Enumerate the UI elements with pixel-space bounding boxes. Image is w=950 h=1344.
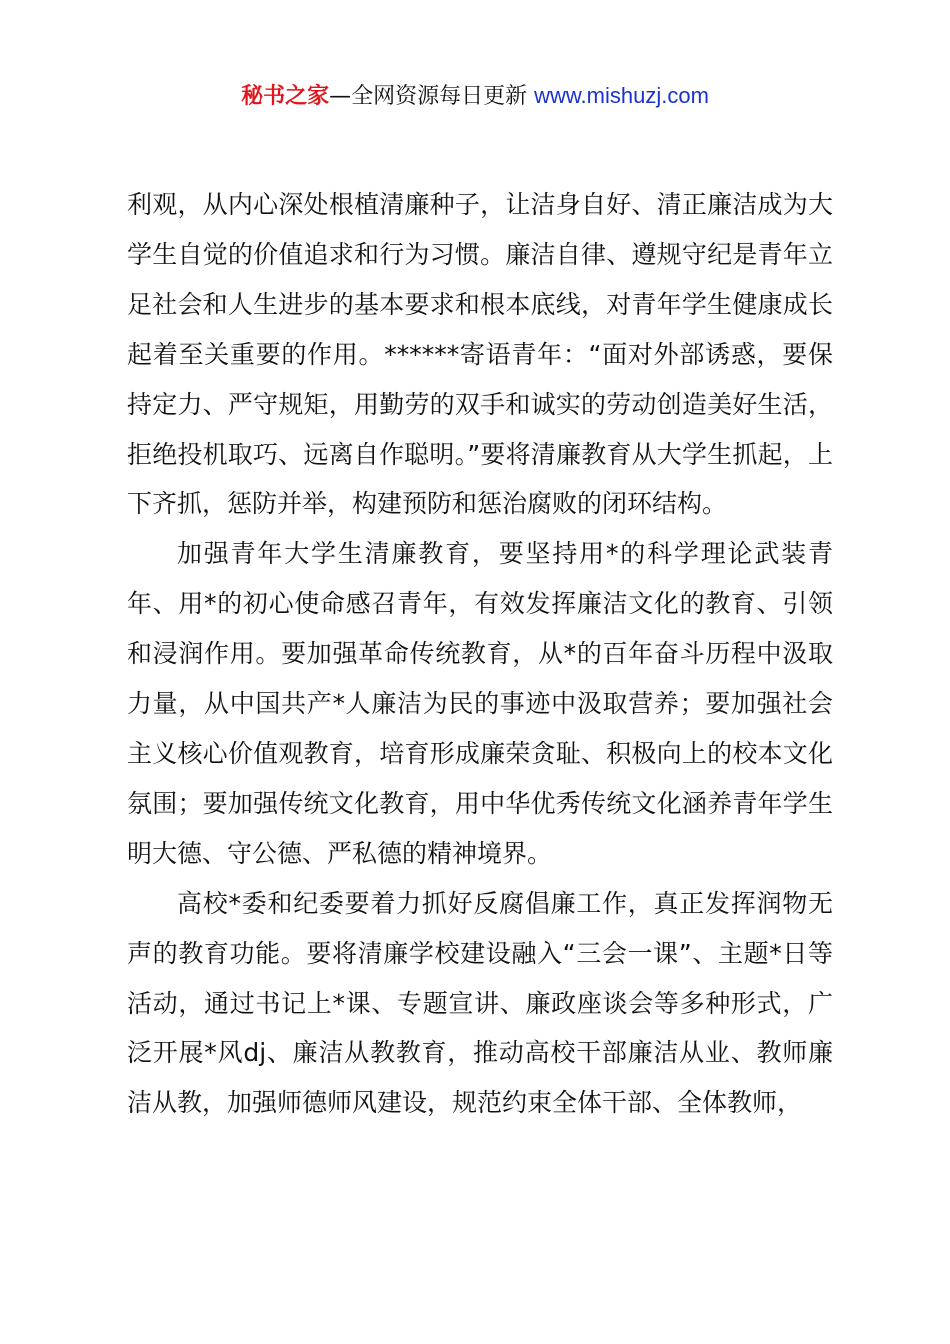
document-body xyxy=(127,180,833,1128)
paragraph-3: 高校*委和纪委要着力抓好反腐倡廉工作，真正发挥润物无声的教育功能。要将清廉学校建设融入“三会一课”、主题*日等活动，通过书记上*课、专题宣讲、廉政座谈会等多种形式，广泛开展*风dj、廉洁从教教育，推动高校干部廉洁从业、教师廉洁从教，加强师德师风建设，规范约束全体干部、全体教师， xyxy=(127,888,833,1118)
paragraph-1: 利观，从内心深处根植清廉种子，让洁身自好、清正廉洁成为大学生自觉的价值追求和行为习惯。廉洁自律、遵规守纪是青年立足社会和人生进步的基本要求和根本底线，对青年学生健康成长起着至关重要的作用。******寄语青年：“面对外部诱惑，要保持定力、严守规矩，用勤劳的双手和诚实的劳动创造美好生活，拒绝投机取巧、远离自作聪明。”要将清廉教育从大学生抓起，上下齐抓，惩防并举，构建预防和惩治腐败的闭环结构。 xyxy=(127,190,833,519)
paragraph-2: 加强青年大学生清廉教育，要坚持用*的科学理论武装青年、用*的初心使命感召青年，有效发挥廉洁文化的教育、引领和浸润作用。要加强革命传统教育，从*的百年奋斗历程中汲取力量，从中国共产*人廉洁为民的事迹中汲取营养；要加强社会主义核心价值观教育，培育形成廉荣贪耻、积极向上的校本文化氛围；要加强传统文化教育，用中华优秀传统文化涵养青年学生明大德、守公德、严私德的精神境界。 xyxy=(127,539,833,868)
page-header xyxy=(0,80,950,113)
brand-name: 秘书之家 xyxy=(241,84,330,109)
site-url-link[interactable]: www.mishuzj.com xyxy=(534,83,709,108)
header-tagline: —全网资源每日更新 xyxy=(329,84,528,109)
